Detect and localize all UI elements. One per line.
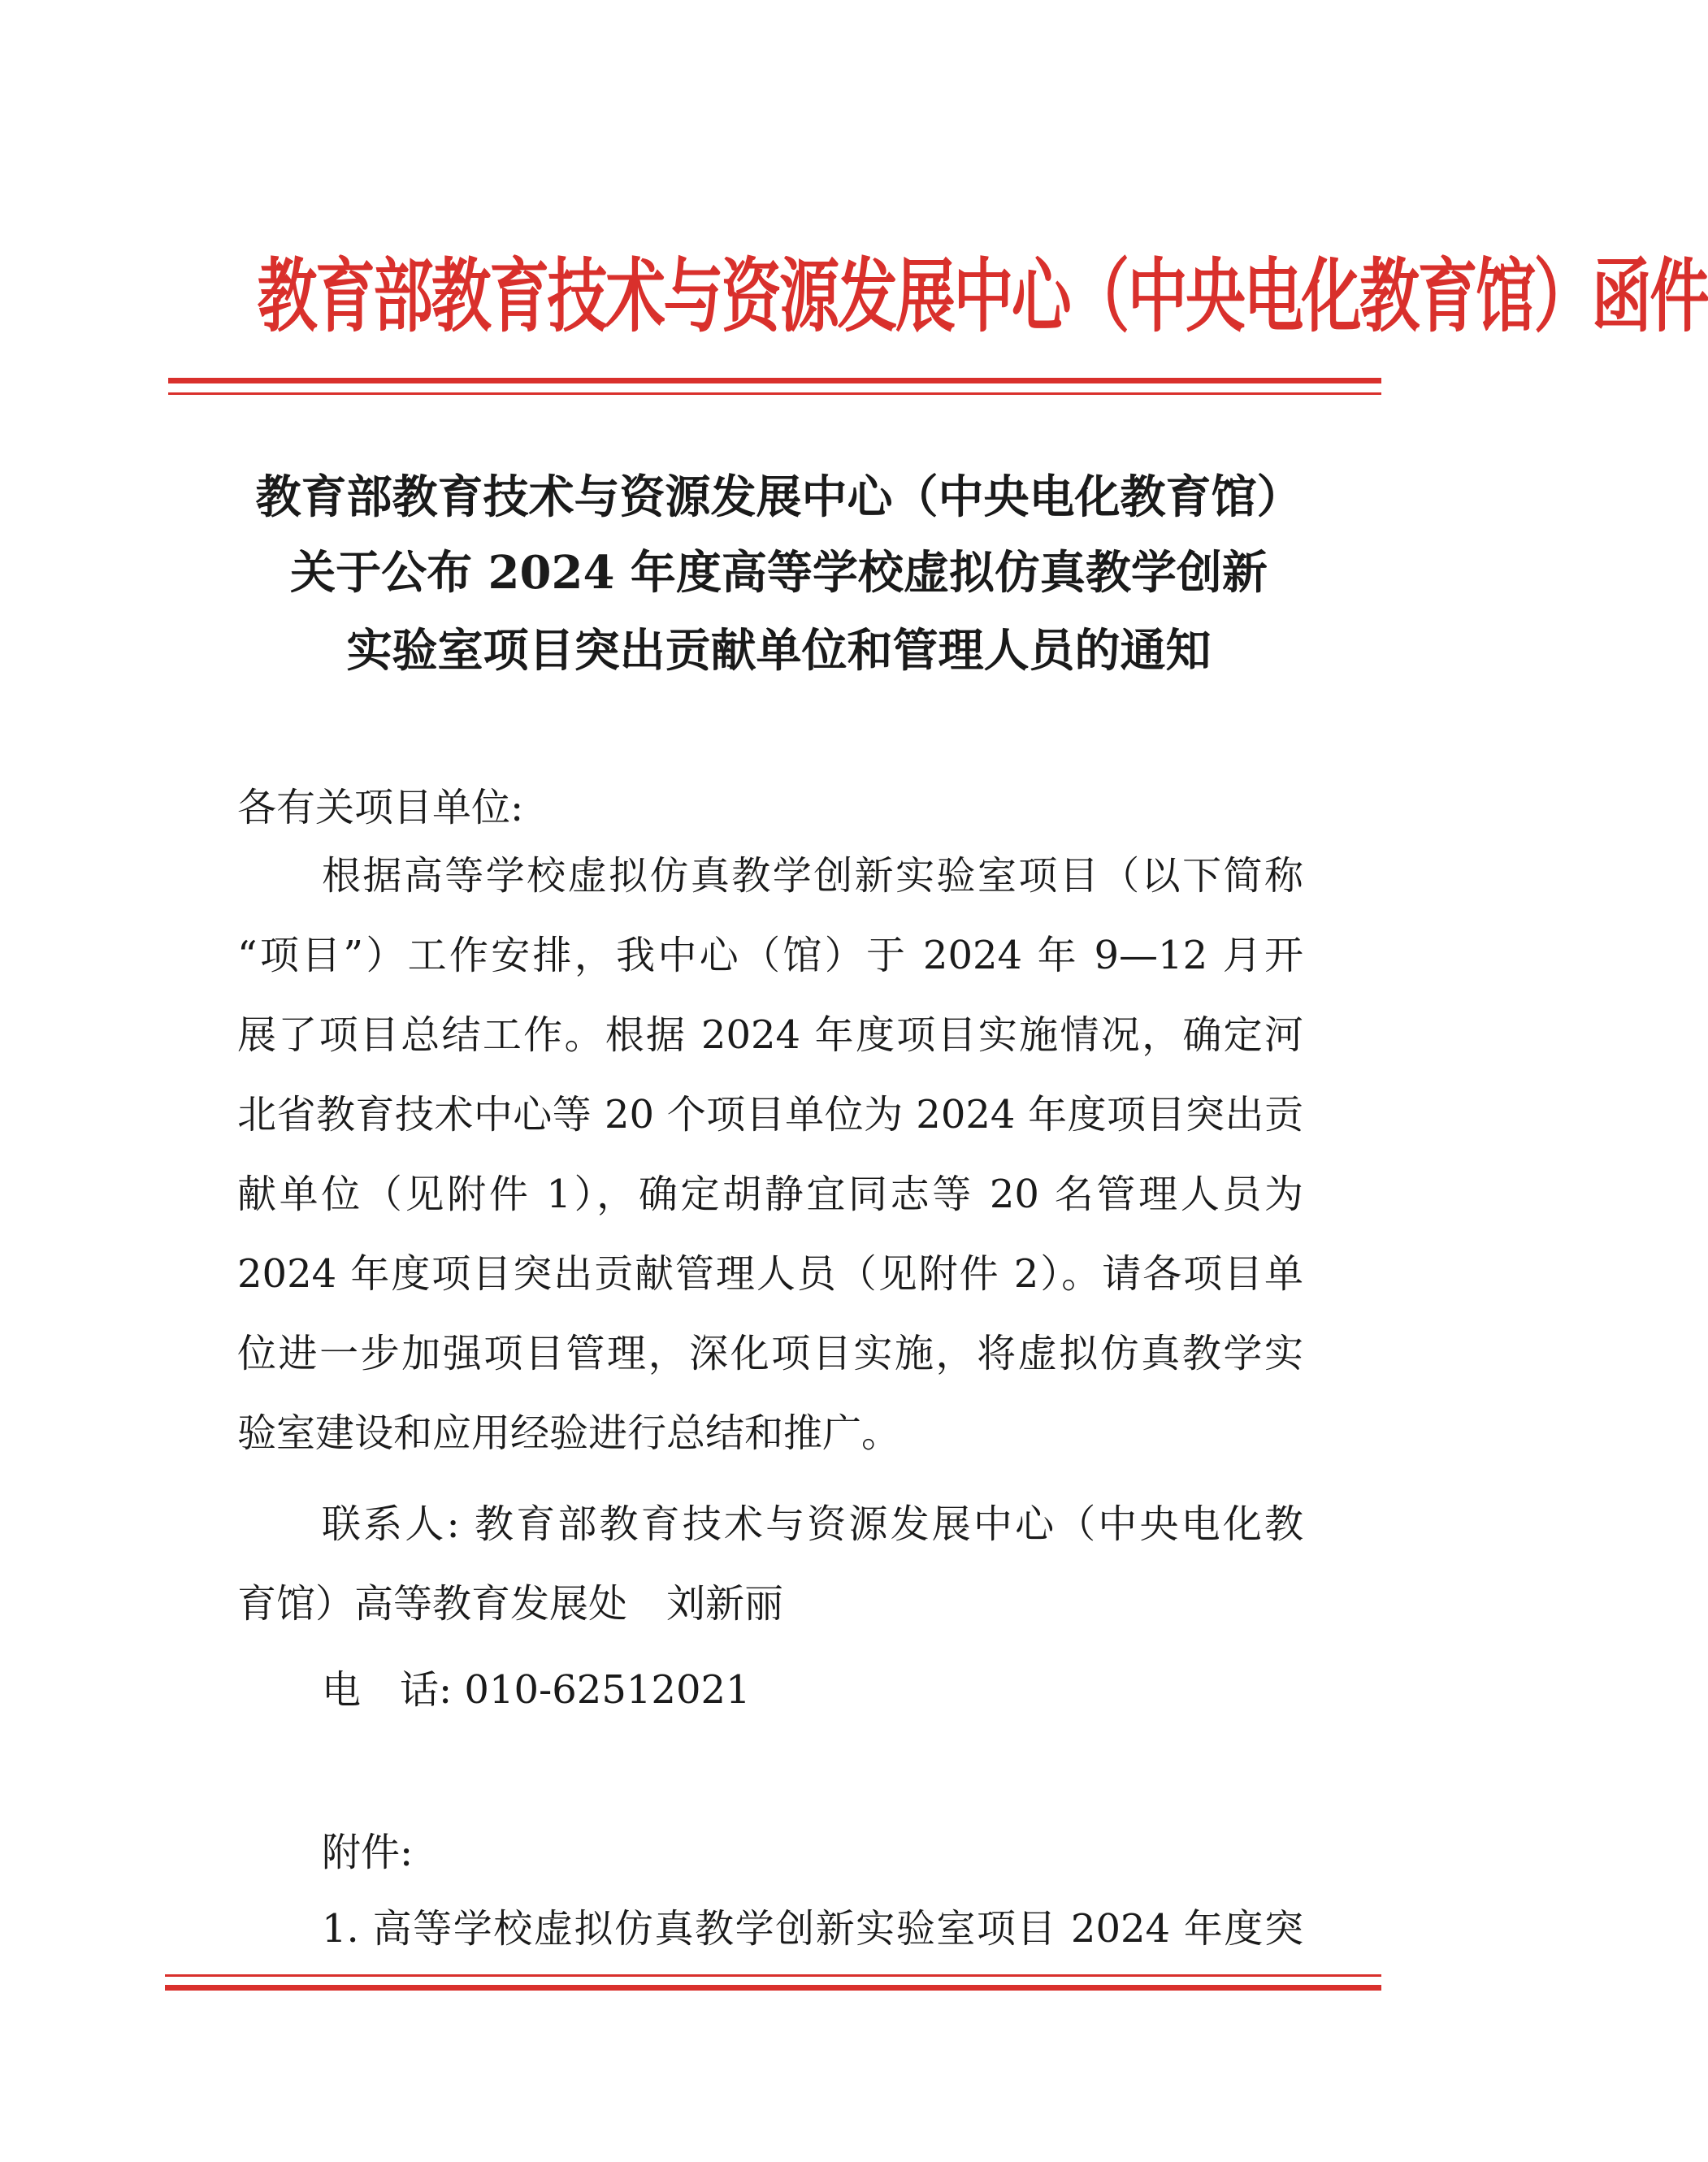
paragraph-line: 验室建设和应用经验进行总结和推广。	[237, 1410, 901, 1456]
masthead-rule-thick	[168, 378, 1381, 383]
footer-rule-thin	[165, 1974, 1381, 1977]
paragraph-line: 献单位（见附件 1），确定胡静宜同志等 20 名管理人员为	[237, 1172, 1303, 1217]
title-line-2: 关于公布 2024 年度高等学校虚拟仿真教学创新	[290, 546, 1268, 600]
paragraph-line: 展了项目总结工作。根据 2024 年度项目实施情况，确定河	[237, 1012, 1303, 1058]
title-line-1: 教育部教育技术与资源发展中心（中央电化教育馆）	[255, 470, 1303, 524]
paragraph-line: “项目”）工作安排，我中心（馆）于 2024 年 9—12 月开	[237, 933, 1303, 978]
paragraph-line: 根据高等学校虚拟仿真教学创新实验室项目（以下简称	[322, 853, 1303, 899]
contact-line-2: 育馆）高等教育发展处 刘新丽	[237, 1581, 784, 1627]
title-line-3: 实验室项目突出贡献单位和管理人员的通知	[346, 624, 1212, 678]
contact-line-1: 联系人: 教育部教育技术与资源发展中心（中央电化教	[322, 1501, 1303, 1547]
salutation: 各有关项目单位:	[237, 785, 524, 830]
paragraph-line: 2024 年度项目突出贡献管理人员（见附件 2）。请各项目单	[237, 1251, 1303, 1297]
contact-phone: 电 话: 010-62512021	[322, 1667, 751, 1713]
attachments-heading: 附件:	[322, 1830, 414, 1875]
masthead-rule-thin	[168, 392, 1381, 395]
footer-rule-thick	[165, 1985, 1381, 1991]
masthead-title: 教育部教育技术与资源发展中心（中央电化教育馆）函件	[257, 249, 1708, 344]
attachment-item-1: 1. 高等学校虚拟仿真教学创新实验室项目 2024 年度突	[322, 1906, 1303, 1952]
paragraph-line: 位进一步加强项目管理，深化项目实施，将虚拟仿真教学实	[237, 1331, 1303, 1376]
paragraph-line: 北省教育技术中心等 20 个项目单位为 2024 年度项目突出贡	[237, 1092, 1303, 1137]
